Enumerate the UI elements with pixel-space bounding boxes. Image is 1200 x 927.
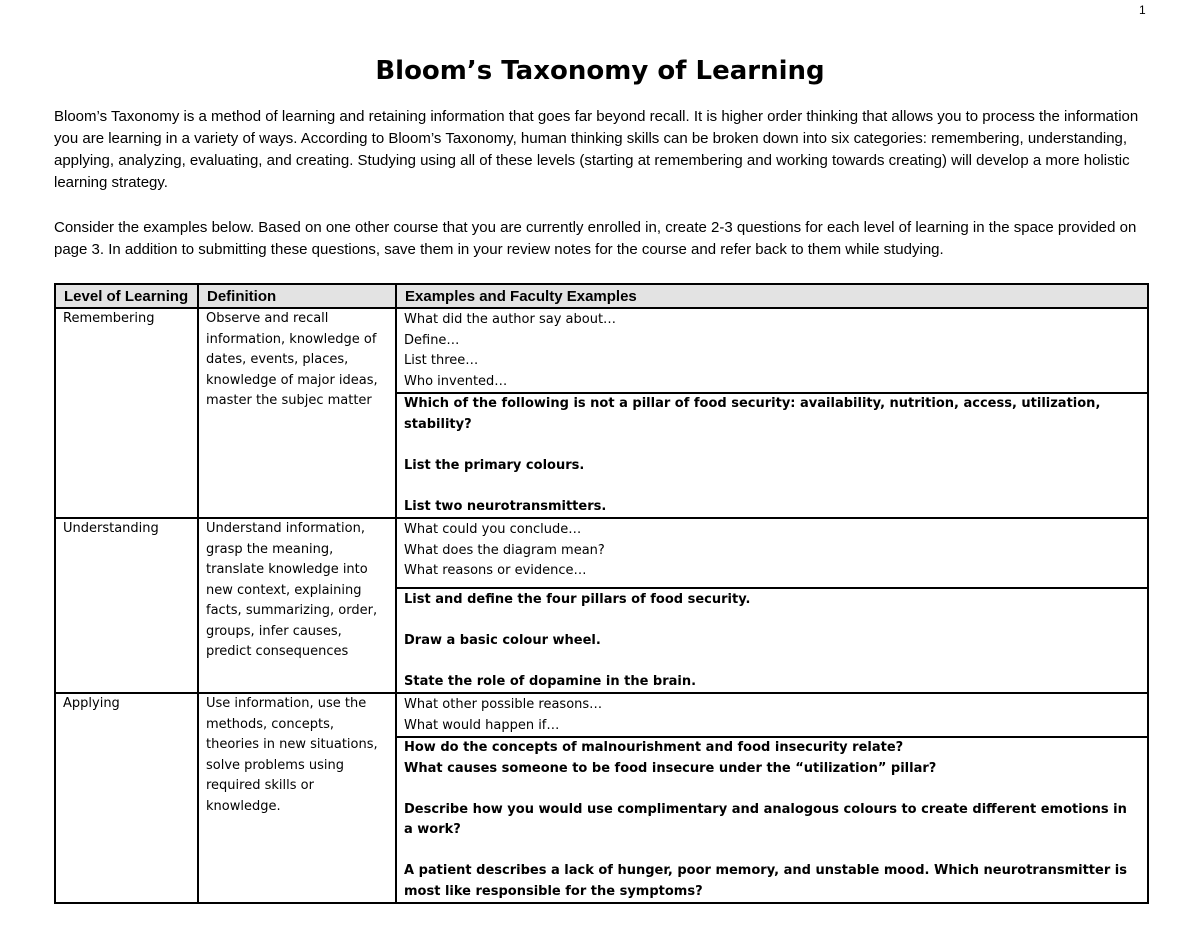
header-definition: Definition — [198, 284, 396, 308]
example-item: What would happen if… — [404, 717, 560, 733]
level-cell: Remembering — [55, 308, 198, 518]
example-item: What other possible reasons… — [404, 697, 603, 712]
generic-examples — [397, 519, 1147, 589]
examples-cell — [396, 308, 1148, 518]
examples-cell — [396, 693, 1148, 903]
faculty-example-item: List two neurotransmitters. — [404, 498, 607, 514]
example-item: What did the author say about… — [404, 312, 617, 327]
example-item: Who invented… — [404, 373, 508, 389]
page-title: Bloom’s Taxonomy of Learning — [375, 56, 825, 86]
definition-cell: Understand information, grasp the meaning, translate knowledge into new context, explaining facts, summarizing, order, groups, infer causes, predict consequences — [198, 518, 396, 693]
generic-examples — [397, 694, 1147, 738]
table-row-applying — [55, 693, 1148, 903]
faculty-example-item: Describe how you would use complimentary and analogous colours to create different emotions in a work? — [404, 801, 1127, 837]
faculty-example-item: Which of the following is not a pillar of food security: availability, nutrition, access, utilization, stability? — [404, 396, 1101, 432]
faculty-examples — [397, 738, 1147, 902]
example-item: What could you conclude… — [404, 522, 582, 537]
definition-cell: Use information, use the methods, concepts, theories in new situations, solve problems using required skills or knowledge. — [198, 693, 396, 903]
definition-cell: Observe and recall information, knowledge of dates, events, places, knowledge of major ideas, master the subjec matter — [198, 308, 396, 518]
faculty-example-item: A patient describes a lack of hunger, poor memory, and unstable mood. Which neurotransmitter is most like responsible for the symptoms? — [404, 863, 1127, 899]
page-number: 1 — [1139, 3, 1146, 17]
header-level: Level of Learning — [55, 284, 198, 308]
faculty-example-item: State the role of dopamine in the brain. — [404, 673, 697, 689]
bloom-taxonomy-table — [54, 283, 1149, 904]
example-item: What reasons or evidence… — [404, 563, 587, 578]
table-header-row — [55, 284, 1148, 308]
level-cell: Applying — [55, 693, 198, 903]
level-cell: Understanding — [55, 518, 198, 693]
faculty-example-item: Draw a basic colour wheel. — [404, 632, 601, 648]
faculty-example-item: How do the concepts of malnourishment and food insecurity relate? — [404, 740, 904, 755]
faculty-example-item: What causes someone to be food insecure under the “utilization” pillar? — [404, 760, 937, 776]
faculty-examples — [397, 394, 1147, 517]
example-item: What does the diagram mean? — [404, 542, 605, 558]
example-item: Define… — [404, 332, 460, 348]
faculty-example-item: List and define the four pillars of food security. — [404, 591, 751, 607]
faculty-example-item: List the primary colours. — [404, 457, 585, 473]
intro-paragraph: Bloom’s Taxonomy is a method of learning and retaining information that goes far beyond recall. It is higher order thinking that allows you to process the information you are learning in a variety of ways. According to Bloom’s Taxonomy, human thinking skills can be broken down into six categories: remembering, understanding, applying, analyzing, evaluating, and creating. Studying using all of these levels (starting at remembering and working towards creating) will develop a more holistic learning strategy. — [54, 108, 1139, 191]
generic-examples — [397, 309, 1147, 394]
faculty-examples — [397, 589, 1147, 693]
example-item: List three… — [404, 353, 479, 368]
table-row-remembering — [55, 308, 1148, 518]
examples-cell — [396, 518, 1148, 693]
header-examples: Examples and Faculty Examples — [396, 284, 1148, 308]
instructions-paragraph: Consider the examples below. Based on one other course that you are currently enrolled in, create 2-3 questions for each level of learning in the space provided on page 3. In addition to submitting these questions, save them in your review notes for the course and refer back to them while studying. — [54, 219, 1137, 258]
table-row-understanding — [55, 518, 1148, 693]
